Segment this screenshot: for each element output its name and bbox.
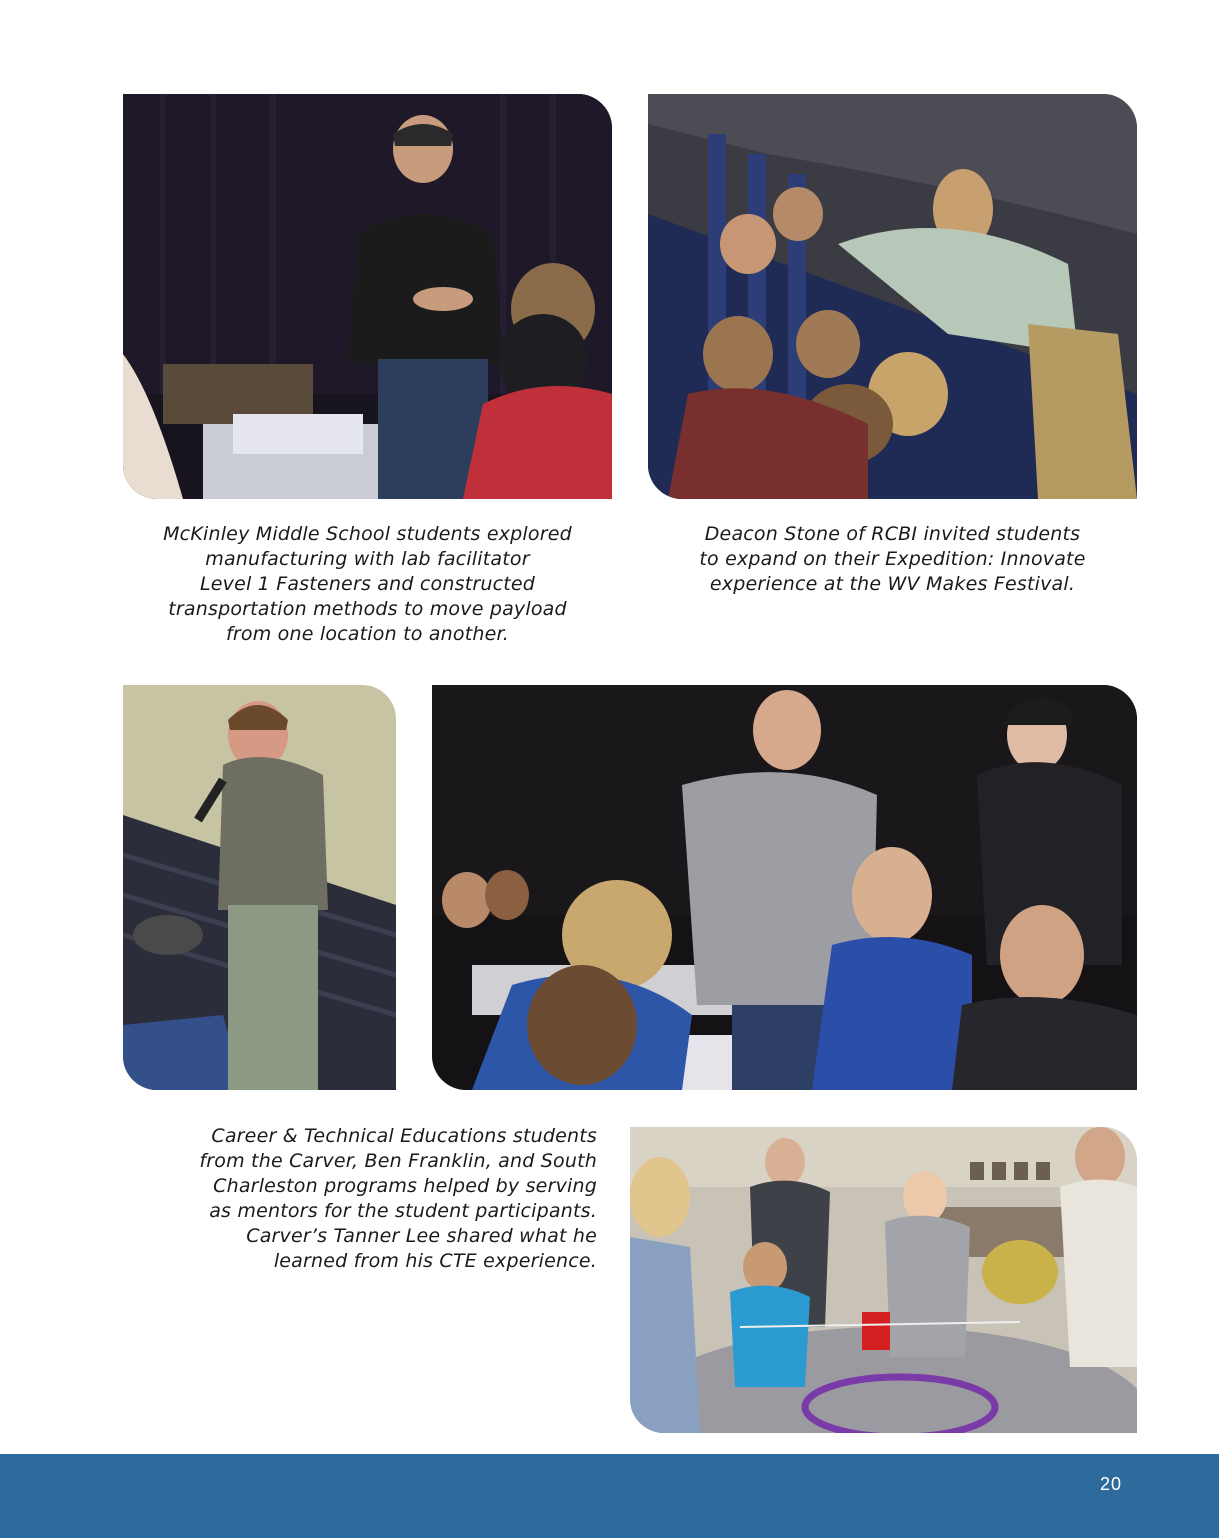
caption-deacon [648,522,1137,597]
caption-line: Level 1 Fasteners and constructed [199,573,536,595]
caption-line: transportation methods to move payload [168,598,567,620]
caption-line: McKinley Middle School students explored [163,523,572,545]
caption-line: from one location to another. [225,623,509,645]
caption-line: as mentors for the student participants. [209,1200,597,1222]
caption-line: Deacon Stone of RCBI invited students [704,523,1081,545]
caption-cte [123,1124,597,1274]
page-number: 20 [1099,1474,1122,1494]
caption-mckinley [123,522,612,647]
caption-line: learned from his CTE experience. [273,1250,597,1272]
photo-mckinley-facilitator [123,94,612,499]
caption-line: from the Carver, Ben Franklin, and South [199,1150,597,1172]
caption-line: Carver’s Tanner Lee shared what he [246,1225,597,1247]
photo-deacon-stone [648,94,1137,499]
photo-tanner-lee [123,685,396,1090]
photo-students-cup-activity [630,1127,1137,1433]
caption-line: Career & Technical Educations students [211,1125,597,1147]
photo-cte-mentors [432,685,1137,1090]
caption-line: experience at the WV Makes Festival. [709,573,1076,595]
page-footer-bar [0,1454,1219,1538]
caption-line: manufacturing with lab facilitator [205,548,530,570]
caption-line: Charleston programs helped by serving [213,1175,597,1197]
caption-line: to expand on their Expedition: Innovate [699,548,1086,570]
